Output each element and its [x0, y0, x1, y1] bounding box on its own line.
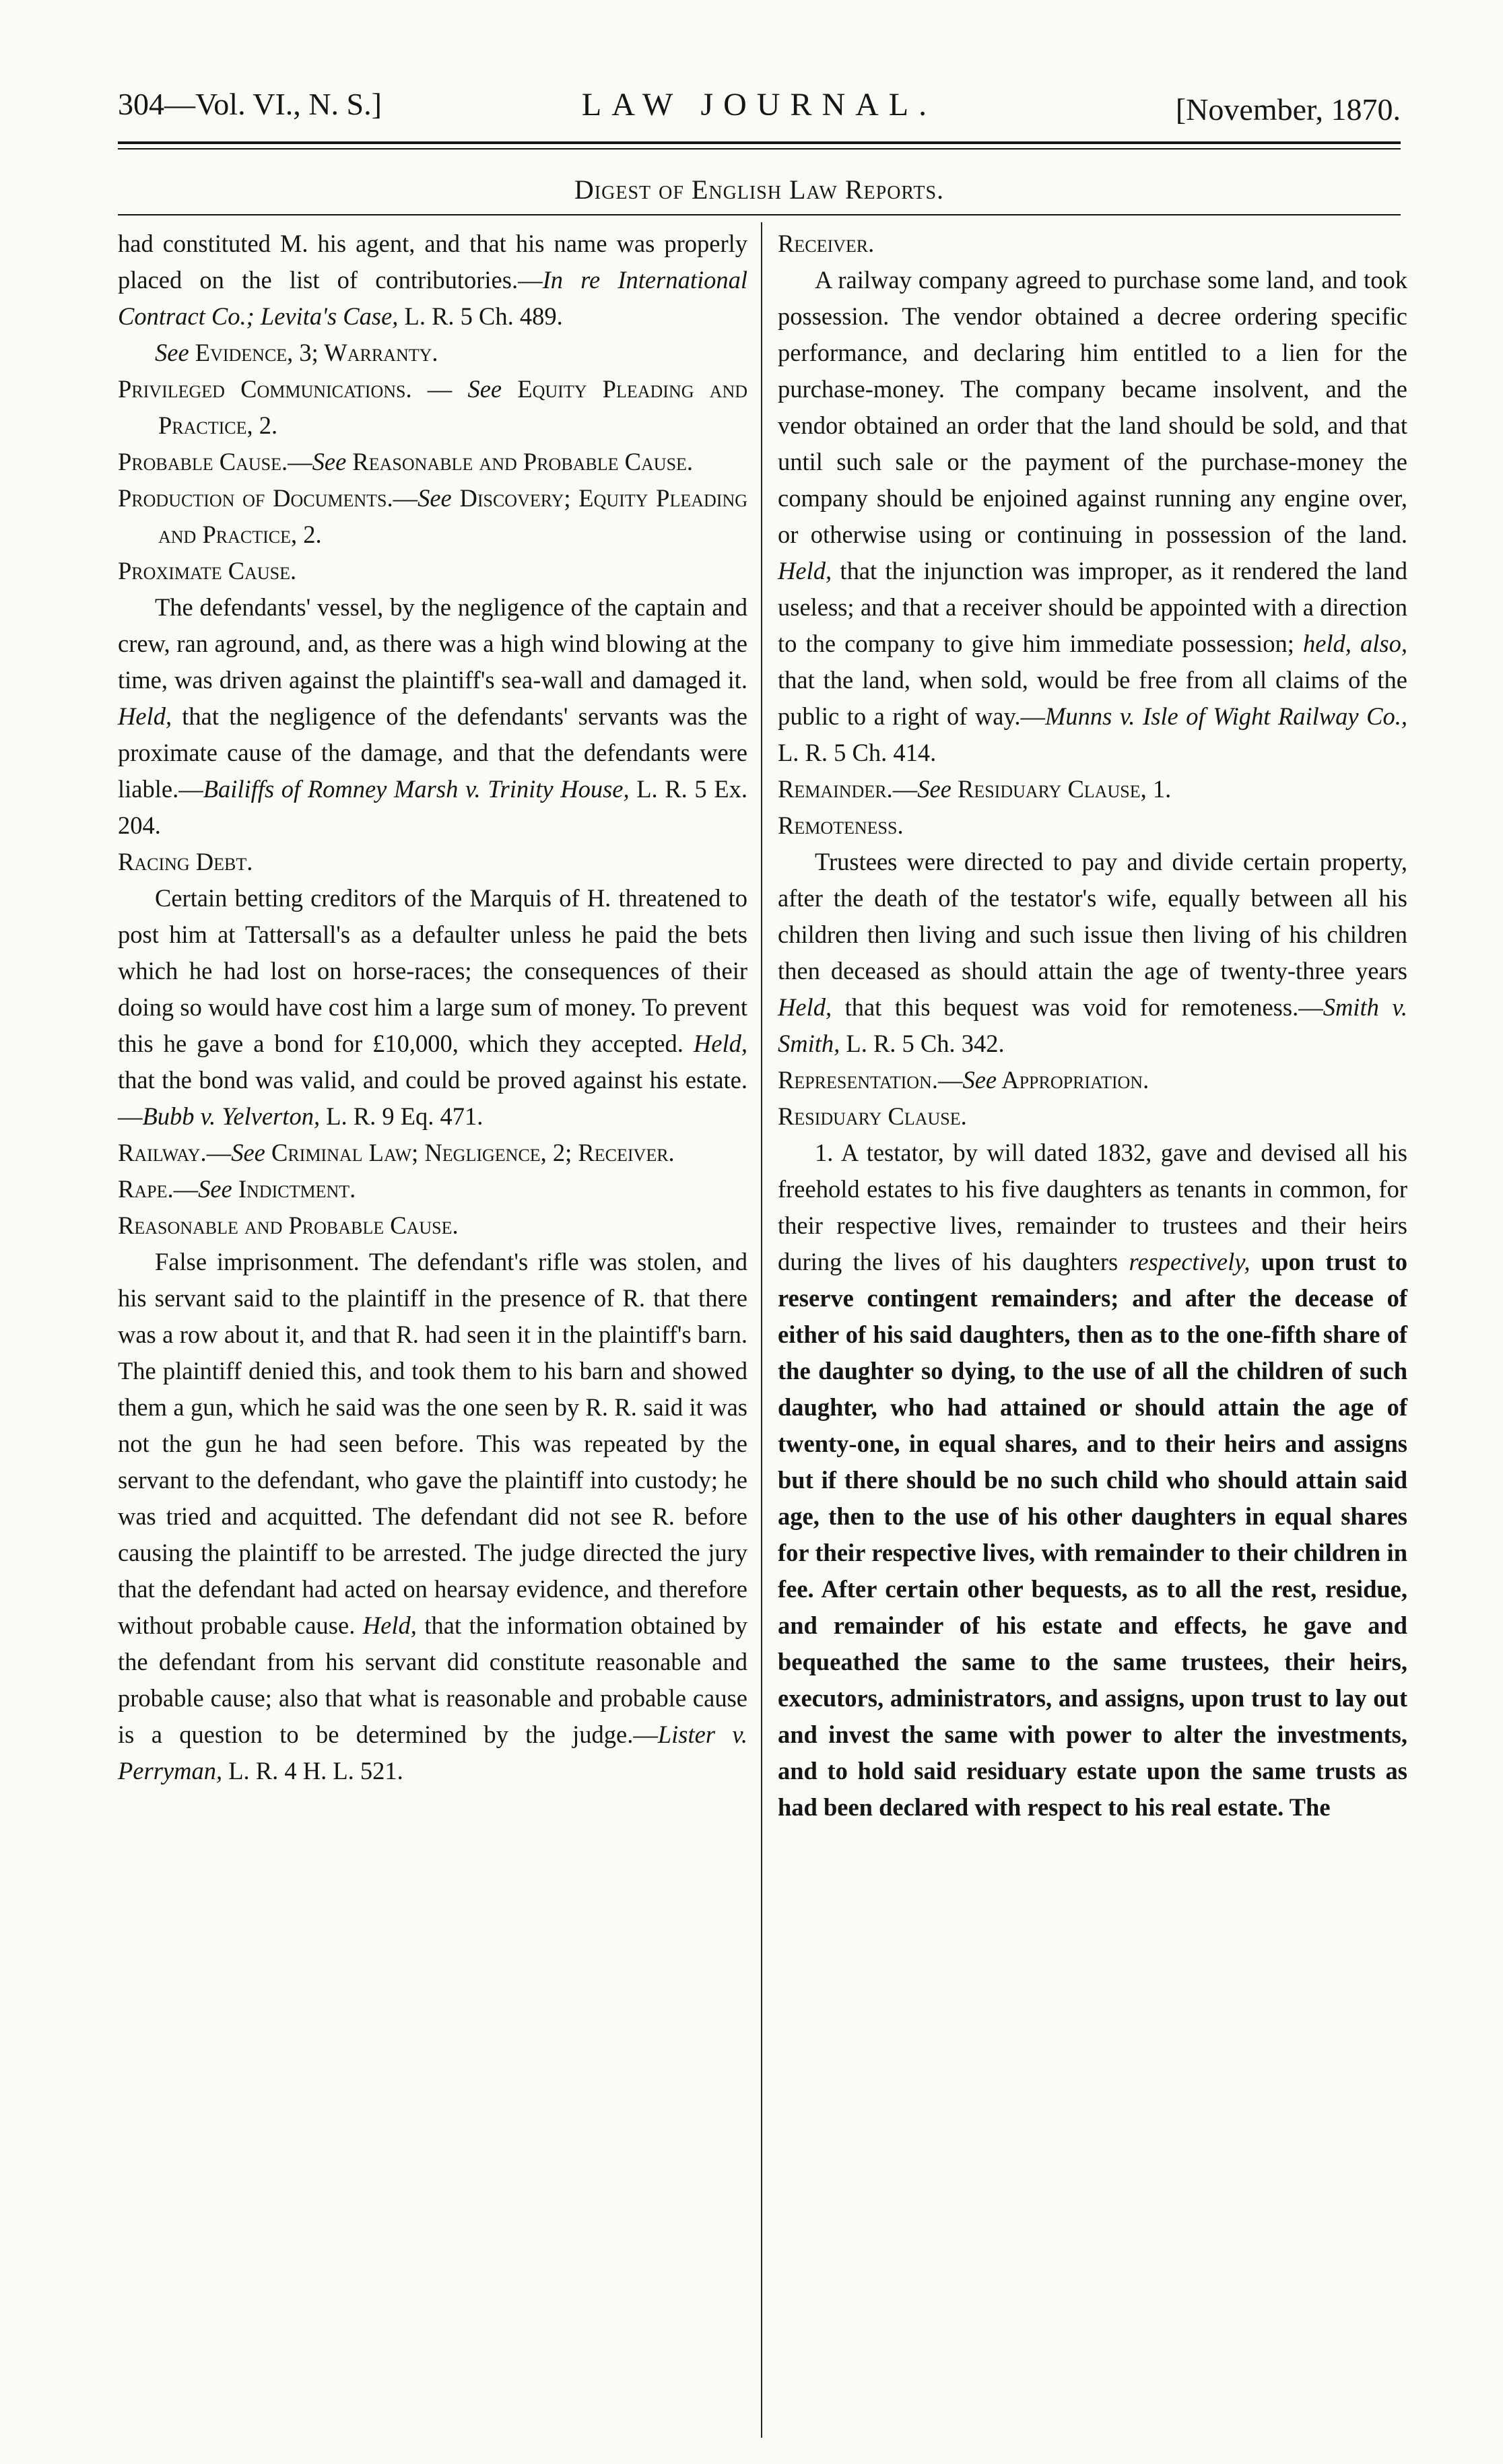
entry-heading: Receiver.	[778, 230, 875, 257]
issue-date: [November, 1870.	[1175, 92, 1401, 127]
entry-rape	[118, 1171, 747, 1207]
entry-racing-debt-body	[118, 880, 747, 1135]
cross-reference: Evidence, 3; Warranty.	[189, 339, 438, 366]
entry-text: Trustees were directed to pay and divide certain property, after the death of the testator's wife, equally between all his children then living and such issue then living of his children then deceased as should attain the age of twenty-three years	[778, 848, 1407, 985]
entry-text: upon trust to reserve contingent remainders; and after the decease of either of his said daughters, then as to the one-fifth share of the daughter so dying, to the use of all the children of such daughter, who had attained or should attain the age of twenty-one, in equal shares, and to their heirs and assigns but if there should be no such child who should attain said age, then to the use of his other daughters in equal shares for their respective lives, with remainder to their children in fee. After certain other bequests, as to all the rest, residue, and remainder of his estate and effects, he gave and bequeathed the same to the same trustees, their heirs, executors, administrators, and assigns, upon trust to lay out and invest the same with power to alter the investments, and to hold said residuary estate upon the same trusts as had been declared with respect to his real estate. The	[778, 1248, 1407, 1821]
left-column	[118, 226, 747, 1789]
right-column	[778, 226, 1407, 1826]
entry-heading: Probable Cause.	[118, 448, 288, 475]
entry-dash: —	[892, 775, 918, 803]
entry-heading: Residuary Clause.	[778, 1102, 967, 1130]
entry-proximate-cause-heading	[118, 553, 747, 589]
entry-racing-debt-heading	[118, 844, 747, 880]
entry-railway	[118, 1135, 747, 1171]
cross-reference: Discovery; Equity Pleading and Practice, 2.	[158, 484, 747, 548]
case-citation: L. R. 5 Ex. 204.	[118, 775, 747, 839]
cross-reference: Equity Pleading and Practice, 2.	[158, 375, 748, 439]
see-label: See	[467, 375, 502, 403]
column-divider	[761, 222, 762, 2438]
entry-remoteness-heading	[778, 807, 1407, 844]
entry-reasonable-cause-heading	[118, 1207, 747, 1244]
case-citation: L. R. 9 Eq. 471.	[320, 1102, 483, 1130]
continued-entry	[118, 226, 747, 335]
journal-title: LAW JOURNAL.	[581, 87, 937, 123]
case-name: Smith v. Smith,	[778, 993, 1407, 1057]
entry-heading: Reasonable and Probable Cause.	[118, 1211, 459, 1239]
entry-heading: Representation.	[778, 1066, 938, 1094]
entry-probable-cause	[118, 444, 747, 480]
entry-heading: Racing Debt.	[118, 848, 253, 875]
entry-dash: —	[206, 1139, 232, 1166]
held-label: held, also,	[1302, 630, 1407, 657]
entry-text: that the injunction was improper, as it rendered the land useless; and that a receiver should be appointed with a direction to the company to give him immediate possession;	[778, 557, 1407, 657]
section-title: Digest of English Law Reports.	[574, 174, 945, 205]
entry-text: that the land, when sold, would be free from all claims of the public to a right of way.—	[778, 666, 1407, 730]
entry-dash: —	[411, 375, 468, 403]
entry-production-of-documents	[118, 480, 747, 553]
held-label: Held,	[778, 993, 832, 1021]
case-name: Munns v. Isle of Wight Railway Co.,	[1044, 702, 1407, 730]
see-label: See	[917, 775, 951, 803]
entry-proximate-cause-body	[118, 589, 747, 844]
entry-text: that this bequest was void for remoteness.—	[832, 993, 1323, 1021]
entry-receiver-body	[778, 262, 1407, 771]
see-label: See	[418, 484, 452, 512]
entry-heading: Railway.	[118, 1139, 207, 1166]
entry-heading: Production of Documents.	[118, 484, 393, 512]
entry-text: A railway company agreed to purchase some land, and took possession. The vendor obtained a decree ordering specific performance, and declaring him entitled to a lien for the purchase-money. The company became insolvent, and the vendor obtained an order that the land should be sold, and that until such sale or the payment of the purchase-money the company should be enjoined against running any engine over, or otherwise using or continuing in possession of the land.	[778, 266, 1407, 548]
case-citation: L. R. 5 Ch. 414.	[778, 739, 937, 766]
entry-heading: Remainder.	[778, 775, 893, 803]
case-name: Lister v. Perryman,	[118, 1721, 747, 1785]
see-also-line	[118, 335, 747, 371]
see-label: See	[962, 1066, 997, 1094]
held-label: Held,	[118, 702, 172, 730]
entry-remoteness-body	[778, 844, 1407, 1062]
see-label: See	[231, 1139, 265, 1166]
case-citation: L. R. 5 Ch. 489.	[398, 302, 563, 330]
entry-text: that the bond was valid, and could be proved against his estate.—	[118, 1066, 747, 1130]
entry-dash: —	[393, 484, 418, 512]
entry-dash: —	[937, 1066, 963, 1094]
case-name: Bailiffs of Romney Marsh v. Trinity House,	[203, 775, 630, 803]
held-label: Held,	[693, 1030, 747, 1057]
header-rule-thin	[118, 148, 1401, 149]
entry-residuary-clause-body	[778, 1135, 1407, 1826]
entry-remainder	[778, 771, 1407, 807]
case-name: In re International Contract Co.; Levita's Case,	[118, 266, 747, 330]
entry-representation	[778, 1062, 1407, 1098]
held-label: Held,	[362, 1611, 417, 1639]
entry-receiver-heading	[778, 226, 1407, 262]
cross-reference: Reasonable and Probable Cause.	[346, 448, 694, 475]
page-volume-label: 304—Vol. VI., N. S.]	[118, 87, 382, 121]
entry-text: False imprisonment. The defendant's rifle was stolen, and his servant said to the plaintiff in the presence of R. that there was a row about it, and that R. had seen it in the plaintiff's barn. The plaintiff denied this, and took them to his barn and showed them a gun, which he said was the one seen by R. R. said it was not the gun he had seen before. This was repeated by the servant to the defendant, who gave the plaintiff into custody; he was tried and acquitted. The defendant did not see R. before causing the plaintiff to be arrested. The judge directed the jury that the defendant had acted on hearsay evidence, and therefore without probable cause.	[118, 1248, 747, 1639]
cross-reference: Appropriation.	[997, 1066, 1149, 1094]
entry-text: The defendants' vessel, by the negligence of the captain and crew, ran aground, and, as there was a high wind blowing at the time, was driven against the plaintiff's sea-wall and damaged it.	[118, 593, 747, 694]
entry-dash: —	[288, 448, 312, 475]
entry-reasonable-cause-body	[118, 1244, 747, 1789]
emphasis-text: respectively,	[1129, 1248, 1250, 1275]
running-head	[118, 86, 1401, 133]
case-citation: L. R. 5 Ch. 342.	[840, 1030, 1005, 1057]
see-label: See	[198, 1175, 232, 1203]
entry-heading: Proximate Cause.	[118, 557, 297, 585]
case-citation: L. R. 4 H. L. 521.	[222, 1757, 403, 1785]
held-label: Held,	[778, 557, 832, 585]
entry-heading: Remoteness.	[778, 811, 904, 839]
entry-residuary-clause-heading	[778, 1098, 1407, 1135]
entry-privileged-communications	[118, 371, 747, 444]
cross-reference: Residuary Clause, 1.	[951, 775, 1172, 803]
cross-reference: Criminal Law; Negligence, 2; Receiver.	[265, 1139, 675, 1166]
entry-text: that the information obtained by the defendant from his servant did constitute reasonable and probable cause; also that what is reasonable and probable cause is a question to be determined by the judge.—	[118, 1611, 747, 1748]
entry-text: Certain betting creditors of the Marquis of H. threatened to post him at Tattersall's as a defaulter unless he paid the bets which he had lost on horse-races; the consequences of their doing so would have cost him a large sum of money. To prevent this he gave a bond for £10,000, which they accepted.	[118, 884, 747, 1057]
entry-heading: Rape.	[118, 1175, 174, 1203]
see-label: See	[312, 448, 347, 475]
entry-heading: Privileged Communications.	[118, 375, 412, 403]
case-name: Bubb v. Yelverton,	[142, 1102, 321, 1130]
section-rule	[118, 214, 1401, 215]
entry-text: 1. A testator, by will dated 1832, gave and devised all his freehold estates to his five daughters as tenants in common, for their respective lives, remainder to trustees and their heirs during the lives of his daughters	[778, 1139, 1407, 1275]
see-label: See	[155, 339, 189, 366]
entry-text: had constituted M. his agent, and that his name was properly placed on the list of contributories.—	[118, 230, 747, 294]
cross-reference: Indictment.	[232, 1175, 356, 1203]
header-rule-thick	[118, 141, 1401, 144]
entry-dash: —	[173, 1175, 199, 1203]
entry-text: that the negligence of the defendants' servants was the proximate cause of the damage, and that the defendants were liable.—	[118, 702, 747, 803]
